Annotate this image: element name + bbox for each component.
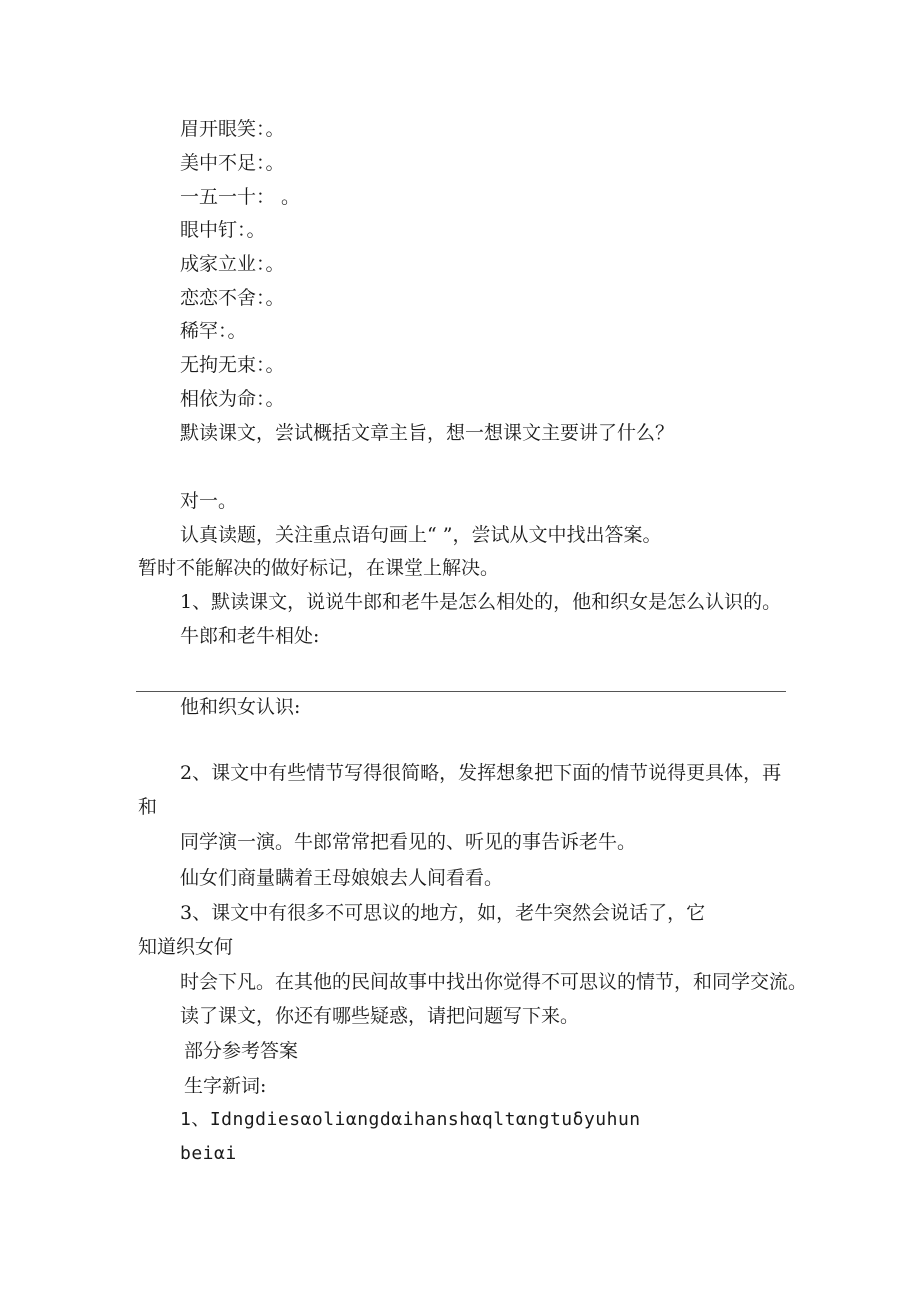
instruction-line-2: 暂时不能解决的做好标记，在课堂上解决。 bbox=[138, 557, 500, 579]
answer-pinyin-line-2: beiαi bbox=[180, 1143, 237, 1164]
answer-pinyin-line-1: 1、Idngdiesαoliαngdαihanshαqltαngtuδyuhun bbox=[180, 1109, 641, 1130]
answer-line-divider bbox=[136, 691, 786, 692]
vocab-item-6: 恋恋不舍：。 bbox=[180, 287, 285, 309]
question-3-line-3: 时会下凡。在其他的民间故事中找出你觉得不可思议的情节，和同学交流。 bbox=[180, 971, 808, 993]
vocab-item-7: 稀罕：。 bbox=[180, 320, 247, 342]
vocab-item-2: 美中不足：。 bbox=[180, 152, 285, 174]
pair-label: 对一。 bbox=[180, 490, 238, 512]
vocab-item-4: 眼中钉：。 bbox=[180, 219, 266, 241]
question-4: 读了课文，你还有哪些疑惑，请把问题写下来。 bbox=[180, 1005, 580, 1027]
question-1: 1、默读课文，说说牛郎和老牛是怎么相处的，他和织女是怎么认识的。 bbox=[180, 591, 782, 613]
question-2-line-4: 仙女们商量瞒着王母娘娘去人间看看。 bbox=[180, 867, 504, 889]
question-2-line-2: 和 bbox=[138, 796, 158, 818]
answer-subtitle: 生字新词: bbox=[184, 1075, 267, 1097]
vocab-item-5: 成家立业：。 bbox=[180, 253, 285, 275]
question-1-part-a: 牛郎和老牛相处: bbox=[180, 625, 320, 647]
vocab-item-8: 无拘无束：。 bbox=[180, 354, 285, 376]
question-3-line-2: 知道织女何 bbox=[138, 936, 234, 958]
question-2-line-1: 2、课文中有些情节写得很简略，发挥想象把下面的情节说得更具体，再 bbox=[180, 762, 782, 784]
task-summary: 默读课文，尝试概括文章主旨，想一想课文主要讲了什么？ bbox=[180, 422, 675, 444]
answer-title: 部分参考答案 bbox=[184, 1040, 299, 1062]
vocab-item-3: 一五一十： 。 bbox=[180, 186, 301, 208]
question-3-line-1: 3、课文中有很多不可思议的地方，如，老牛突然会说话了，它 bbox=[180, 902, 706, 924]
instruction-line-1: 认真读题，关注重点语句画上“ ”，尝试从文中找出答案。 bbox=[180, 524, 662, 546]
question-2-line-3: 同学演一演。牛郎常常把看见的、听见的事告诉老牛。 bbox=[180, 831, 637, 853]
question-1-part-b: 他和织女认识: bbox=[180, 696, 301, 718]
vocab-item-9: 相依为命：。 bbox=[180, 388, 285, 410]
vocab-item-1: 眉开眼笑：。 bbox=[180, 118, 285, 140]
